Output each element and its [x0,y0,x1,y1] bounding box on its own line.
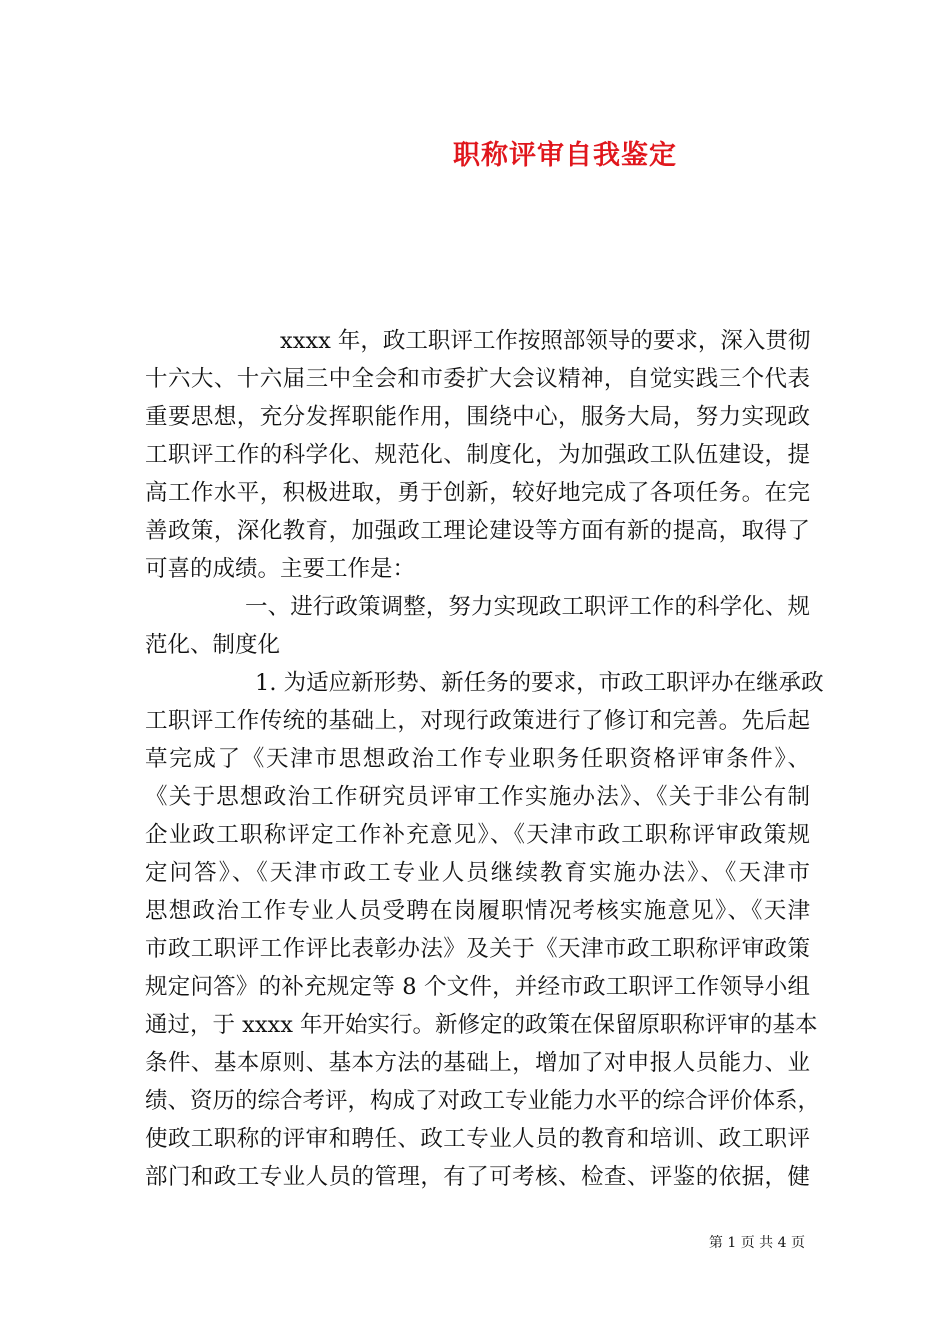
paragraph-line: 企业政工职称评定工作补充意见》、《天津市政工职称评审政策规 [145,822,810,848]
page-number: 第 1 页 共 4 页 [708,1235,805,1251]
document-body [145,322,824,1196]
paragraph-line: 草完成了《天津市思想政治工作专业职务任职资格评审条件》、 [145,746,810,772]
paragraph-line: 部门和政工专业人员的管理，有了可考核、检查、评鉴的依据，健 [145,1164,810,1190]
section-heading-line: 一、进行政策调整，努力实现政工职评工作的科学化、规 [245,594,810,620]
paragraph-line: 规定问答》的补充规定等 8 个文件，并经市政工职评工作领导小组 [145,974,810,1000]
paragraph-line: 思想政治工作专业人员受聘在岗履职情况考核实施意见》、《天津 [145,898,810,924]
paragraph-line: 善政策，深化教育，加强政工理论建设等方面有新的提高，取得了 [145,518,810,544]
paragraph-line: 1. 为适应新形势、新任务的要求，市政工职评办在继承政 [255,670,824,696]
paragraph-line: 工职评工作传统的基础上，对现行政策进行了修订和完善。先后起 [145,708,810,734]
paragraph-line: 《关于思想政治工作研究员评审工作实施办法》、《关于非公有制 [145,784,810,810]
paragraph-line: 定问答》、《天津市政工专业人员继续教育实施办法》、《天津市 [145,860,810,886]
paragraph-line: 可喜的成绩。主要工作是： [145,556,416,582]
paragraph-line: 通过，于 xxxx 年开始实行。新修定的政策在保留原职称评审的基本 [145,1012,818,1038]
paragraph-line: 十六大、十六届三中全会和市委扩大会议精神，自觉实践三个代表 [145,366,810,392]
paragraph-line: 使政工职称的评审和聘任、政工专业人员的教育和培训、政工职评 [145,1126,810,1152]
paragraph-line: 高工作水平，积极进取，勇于创新，较好地完成了各项任务。在完 [145,480,810,506]
paragraph-line: 绩、资历的综合考评，构成了对政工专业能力水平的综合评价体系， [145,1088,821,1114]
section-heading-line: 范化、制度化 [145,632,281,658]
page-title: 职称评审自我鉴定 [453,140,677,171]
paragraph-line: 市政工职评工作评比表彰办法》及关于《天津市政工职称评审政策 [145,936,810,962]
paragraph-line: xxxx 年，政工职评工作按照部领导的要求，深入贯彻 [280,328,811,354]
paragraph-line: 条件、基本原则、基本方法的基础上，增加了对申报人员能力、业 [145,1050,810,1076]
paragraph-line: 重要思想，充分发挥职能作用，围绕中心，服务大局，努力实现政 [145,404,810,430]
paragraph-line: 工职评工作的科学化、规范化、制度化，为加强政工队伍建设，提 [145,442,810,468]
